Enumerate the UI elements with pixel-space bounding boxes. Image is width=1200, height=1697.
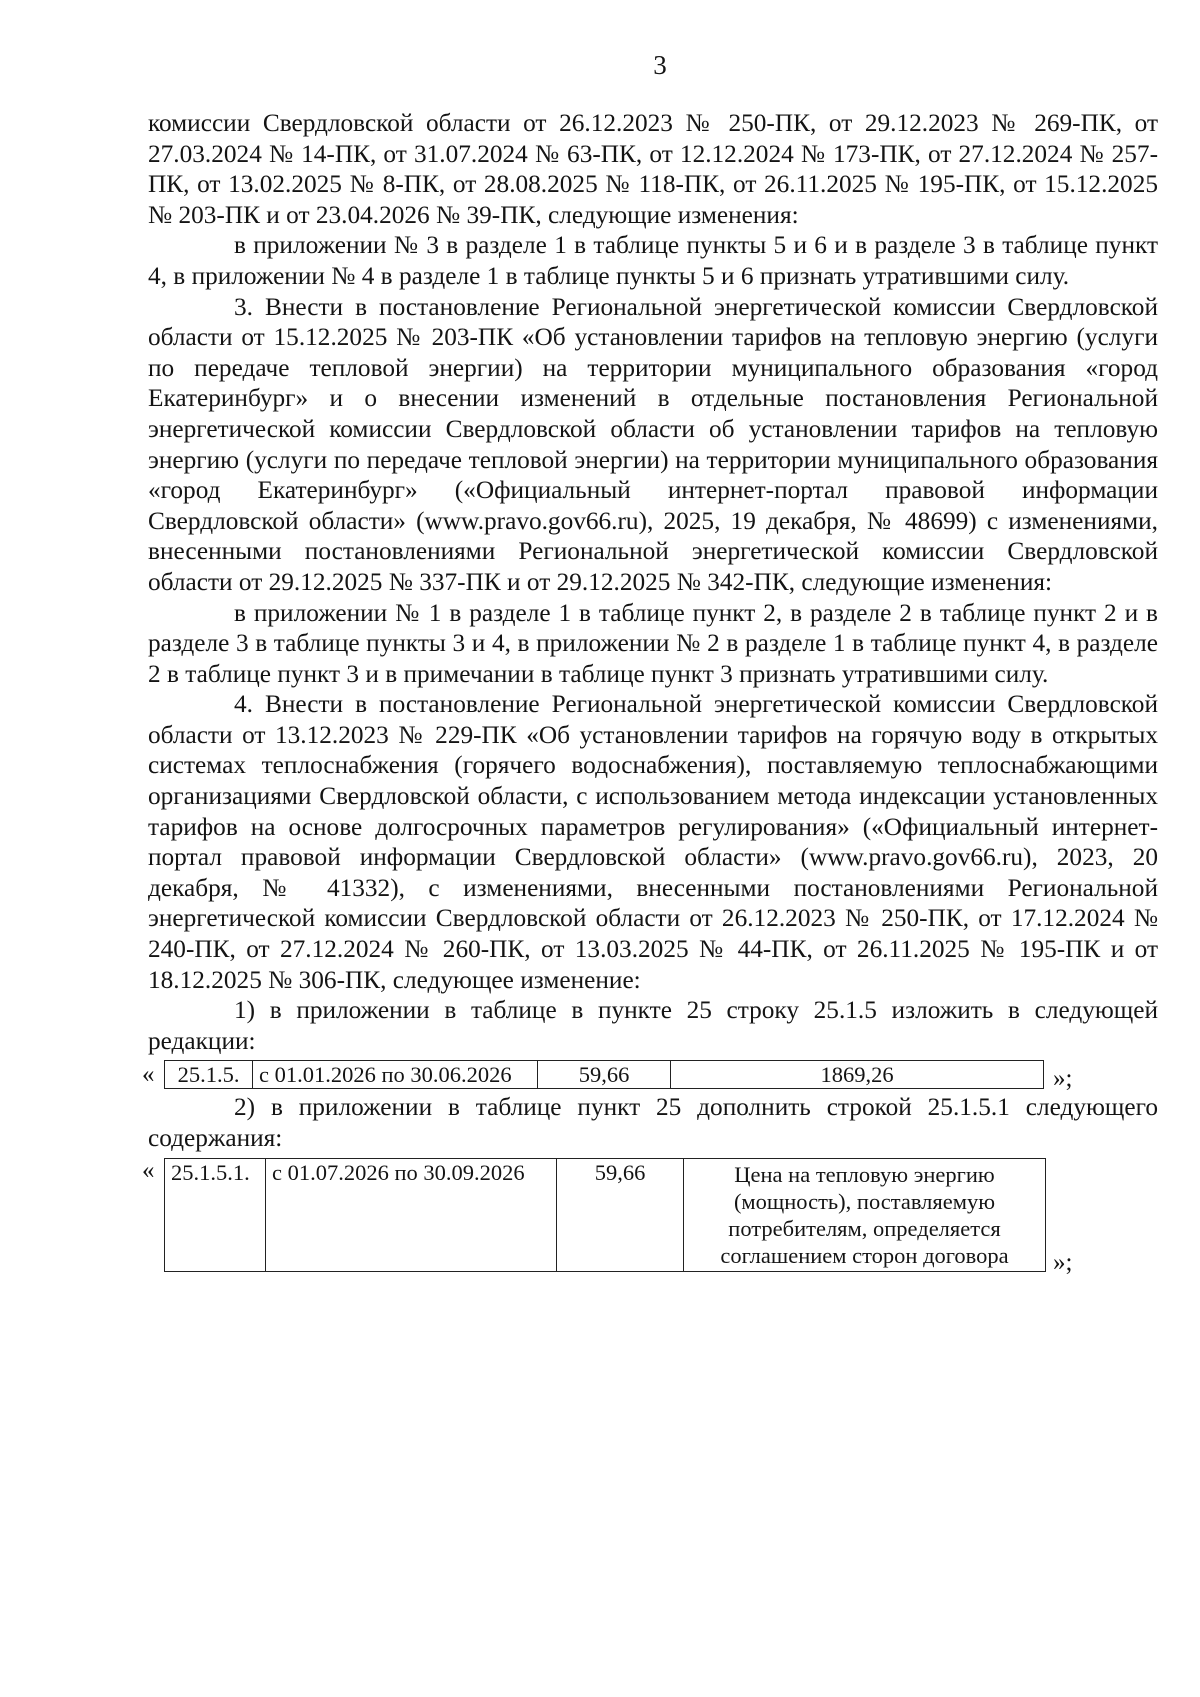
table2-cell-value1: 59,66 [557,1158,684,1271]
table1-cell-num: 25.1.5. [165,1061,253,1089]
table1-cell-value1: 59,66 [538,1061,671,1089]
paragraph-item-3: 3. Внести в постановление Региональной энергетической комиссии Свердловской области от 15.12.2025 № 203-ПК «Об установлении тарифов на тепловую энергию (услуги по передаче тепловой энергии) на территории муниципального образования «город Екатеринбург» и о внесении изменений в отдельные постановления Региональной энергетической комиссии Свердловской области об установлении тарифов на тепловую энергию (услуги по передаче тепловой энергии) на территории муниципального образования «город Екатеринбург» («Официальный интернет-портал правовой информации Свердловской области» (www.pravo.gov66.ru), 2025, 19 декабря, № 48699) с изменениями, внесенными постановлениями Региональной энергетической комиссии Свердловской области от 29.12.2025 № 337-ПК и от 29.12.2025 № 342-ПК, следующие изменения: [148,292,1158,596]
table2-row [165,1158,1046,1271]
table2-open-quote: « [142,1156,155,1184]
page-number: 3 [653,50,667,80]
table2-note-line: потребителям, определяется [728,1215,1001,1241]
table2-note-line: (мощность), поставляемую [733,1188,996,1214]
table2-close-quote: »; [1053,1248,1073,1276]
paragraph-continuation: комиссии Свердловской области от 26.12.2023 № 250-ПК, от 29.12.2023 № 269-ПК, от 27.03.2024 № 14-ПК, от 31.07.2024 № 63-ПК, от 12.12.2024 № 173-ПК, от 27.12.2024 № 257-ПК, от 13.02.2025 № 8-ПК, от 28.08.2025 № 118-ПК, от 26.11.2025 № 195-ПК, от 15.12.2025 № 203-ПК и от 23.04.2026 № 39-ПК, следующие изменения: [148,109,1158,229]
table2-cell-period: с 01.07.2026 по 30.09.2026 [266,1158,557,1271]
table1-cell-period: с 01.01.2026 по 30.06.2026 [253,1061,538,1089]
paragraph-item-4: 4. Внести в постановление Региональной энергетической комиссии Свердловской области от 13.12.2023 № 229-ПК «Об установлении тарифов на горячую воду в открытых системах теплоснабжения (горячего водоснабжения), поставляемую теплоснабжающими организациями Свердловской области, с использованием метода индексации установленных тарифов на основе долгосрочных параметров регулирования» («Официальный интернет-портал правовой информации Свердловской области» (www.pravo.gov66.ru), 2023, 20 декабря, № 41332), с изменениями, внесенными постановлениями Региональной энергетической комиссии Свердловской области от 26.12.2023 № 250-ПК, от 17.12.2024 № 240-ПК, от 27.12.2024 № 260-ПК, от 13.03.2025 № 44-ПК, от 26.11.2025 № 195-ПК и от 18.12.2025 № 306-ПК, следующее изменение: [148,690,1158,994]
paragraph-annex1-changes: в приложении № 1 в разделе 1 в таблице пункт 2, в разделе 2 в таблице пункт 2 и в разделе 3 в таблице пункты 3 и 4, в приложении № 2 в разделе 1 в таблице пункт 4, в разделе 2 в таблице пункт 3 и в примечании в таблице пункт 3 признать утратившими силу. [148,598,1158,688]
table1 [164,1060,1044,1089]
table1-close-quote: »; [1053,1065,1073,1093]
table2-note-line: Цена на тепловую энергию [734,1161,995,1187]
table2-cell-num: 25.1.5.1. [165,1158,266,1271]
table2 [164,1158,1046,1272]
table1-open-quote: « [142,1061,155,1089]
document-body [142,108,1158,1284]
table2-note-line: соглашением сторон договора [720,1242,1009,1268]
table1-row [165,1061,1044,1089]
table1-block [142,1056,1158,1093]
table2-block [142,1154,1158,1284]
table2-cell-note [684,1158,1046,1271]
paragraph-subitem-2: 2) в приложении в таблице пункт 25 дополнить строкой 25.1.5.1 следующего содержания: [148,1093,1158,1152]
table1-cell-value2: 1869,26 [671,1061,1044,1089]
paragraph-subitem-1: 1) в приложении в таблице в пункте 25 строку 25.1.5 изложить в следующей редакции: [148,996,1158,1055]
paragraph-annex3-changes: в приложении № 3 в разделе 1 в таблице пункты 5 и 6 и в разделе 3 в таблице пункт 4, в приложении № 4 в разделе 1 в таблице пункты 5 и 6 признать утратившими силу. [148,231,1158,290]
